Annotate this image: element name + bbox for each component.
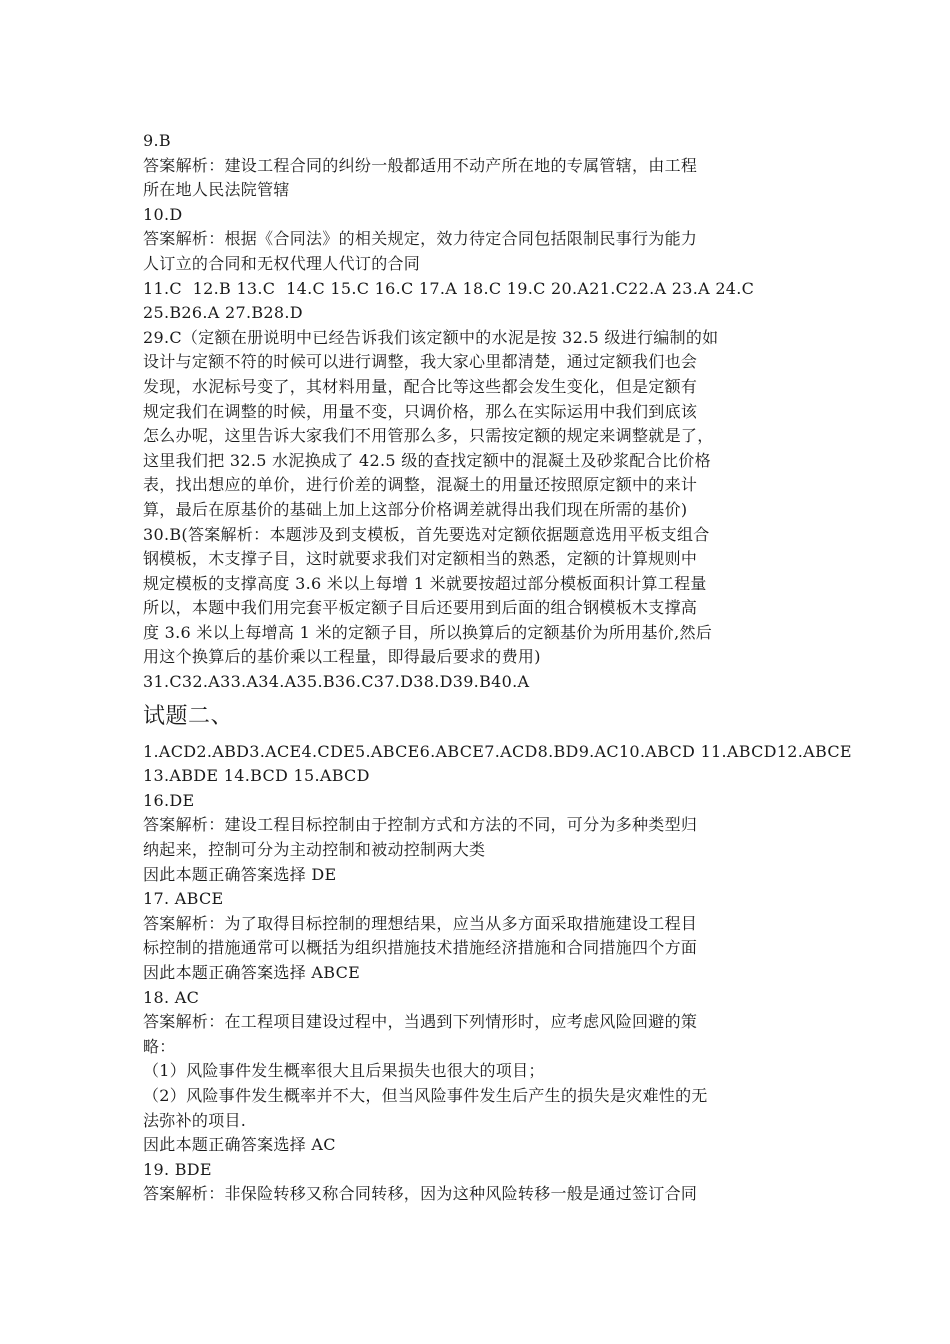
answer-line: （1）风险事件发生概率很大且后果损失也很大的项目； xyxy=(143,1061,545,1081)
answer-line: 怎么办呢，这里告诉大家我们不用管那么多，只需按定额的规定来调整就是了， xyxy=(143,426,714,446)
answer-line: （2）风险事件发生概率并不大，但当风险事件发生后产生的损失是灾难性的无 xyxy=(143,1085,708,1105)
answer-line: 表，找出想应的单价，进行价差的调整，混凝土的用量还按照原定额中的来计 xyxy=(143,475,698,495)
answer-line: 9.B xyxy=(143,131,171,150)
answer-line: 答案解析：根据《合同法》的相关规定，效力待定合同包括限制民事行为能力 xyxy=(143,229,698,249)
answer-line: 因此本题正确答案选择 ABCE xyxy=(143,963,361,982)
answer-line: 因此本题正确答案选择 AC xyxy=(143,1135,336,1155)
answer-line: 答案解析：非保险转移又称合同转移，因为这种风险转移一般是通过签订合同 xyxy=(143,1184,698,1204)
answer-line: 这里我们把 32.5 水泥换成了 42.5 级的查找定额中的混凝土及砂浆配合比价格 xyxy=(143,450,711,470)
answer-line: 所以，本题中我们用完套平板定额子目后还要用到后面的组合钢模板木支撑高 xyxy=(143,598,698,618)
answer-line: 16.DE xyxy=(143,790,195,810)
answer-line: 答案解析：建设工程目标控制由于控制方式和方法的不同，可分为多种类型归 xyxy=(143,815,698,835)
answer-line: 规定我们在调整的时候，用量不变，只调价格，那么在实际运用中我们到底该 xyxy=(143,401,698,421)
answer-line: 钢模板，木支撑子目，这时就要求我们对定额相当的熟悉，定额的计算规则中 xyxy=(143,549,698,569)
answer-line: 11.C 12.B 13.C 14.C 15.C 16.C 17.A 18.C 19.C 20.A21.C22.A 23.A 24.C xyxy=(143,278,755,298)
answer-line: 答案解析：在工程项目建设过程中，当遇到下列情形时，应考虑风险回避的策 xyxy=(143,1012,698,1032)
section-two-answers xyxy=(143,740,852,1207)
answer-line: 因此本题正确答案选择 DE xyxy=(143,864,337,884)
answer-line: 答案解析：建设工程合同的纠纷一般都适用不动产所在地的专属管辖，由工程 xyxy=(143,155,698,175)
answer-line: 纳起来，控制可分为主动控制和被动控制两大类 xyxy=(143,840,486,860)
answer-line: 29.C（定额在册说明中已经告诉我们该定额中的水泥是按 32.5 级进行编制的如 xyxy=(143,327,719,347)
answer-line: 13.ABDE 14.BCD 15.ABCD xyxy=(143,766,370,786)
answer-line: 用这个换算后的基价乘以工程量，即得最后要求的费用) xyxy=(143,647,541,667)
answer-line: 30.B(答案解析：本题涉及到支模板，首先要选对定额依据题意选用平板支组合 xyxy=(143,524,710,544)
answer-line: 答案解析：为了取得目标控制的理想结果，应当从多方面采取措施建设工程目 xyxy=(143,913,698,933)
answer-line: 19. BDE xyxy=(143,1159,212,1179)
answer-line: 人订立的合同和无权代理人代订的合同 xyxy=(143,253,421,273)
section-two-heading: 试题二、 xyxy=(143,703,234,729)
answer-line: 规定模板的支撑高度 3.6 米以上每增 1 米就要按超过部分模板面积计算工程量 xyxy=(143,573,707,593)
answer-line: 25.B26.A 27.B28.D xyxy=(143,303,303,323)
answer-line: 设计与定额不符的时候可以进行调整，我大家心里都清楚，通过定额我们也会 xyxy=(143,352,698,372)
answer-line: 略： xyxy=(143,1036,176,1056)
answer-line: 度 3.6 米以上每增高 1 米的定额子目，所以换算后的定额基价为所用基价,然后 xyxy=(143,622,713,642)
answer-line: 17. ABCE xyxy=(143,889,224,909)
answer-line: 法弥补的项目. xyxy=(143,1110,247,1130)
answer-line: 10.D xyxy=(143,204,183,224)
answer-line: 18. AC xyxy=(143,987,200,1007)
answer-line: 算，最后在原基价的基础上加上这部分价格调差就得出我们现在所需的基价) xyxy=(143,499,688,519)
answer-line: 标控制的措施通常可以概括为组织措施技术措施经济措施和合同措施四个方面 xyxy=(143,938,698,958)
section-one-answers xyxy=(143,129,811,695)
answer-line: 31.C32.A33.A34.A35.B36.C37.D38.D39.B40.A xyxy=(143,672,530,692)
answer-line: 1.ACD2.ABD3.ACE4.CDE5.ABCE6.ABCE7.ACD8.BD9.AC10.ABCD 11.ABCD12.ABCE xyxy=(143,741,852,761)
document-page xyxy=(143,129,852,1207)
answer-line: 所在地人民法院管辖 xyxy=(143,180,290,200)
answer-line: 发现，水泥标号变了，其材料用量，配合比等这些都会发生变化，但是定额有 xyxy=(143,376,698,396)
